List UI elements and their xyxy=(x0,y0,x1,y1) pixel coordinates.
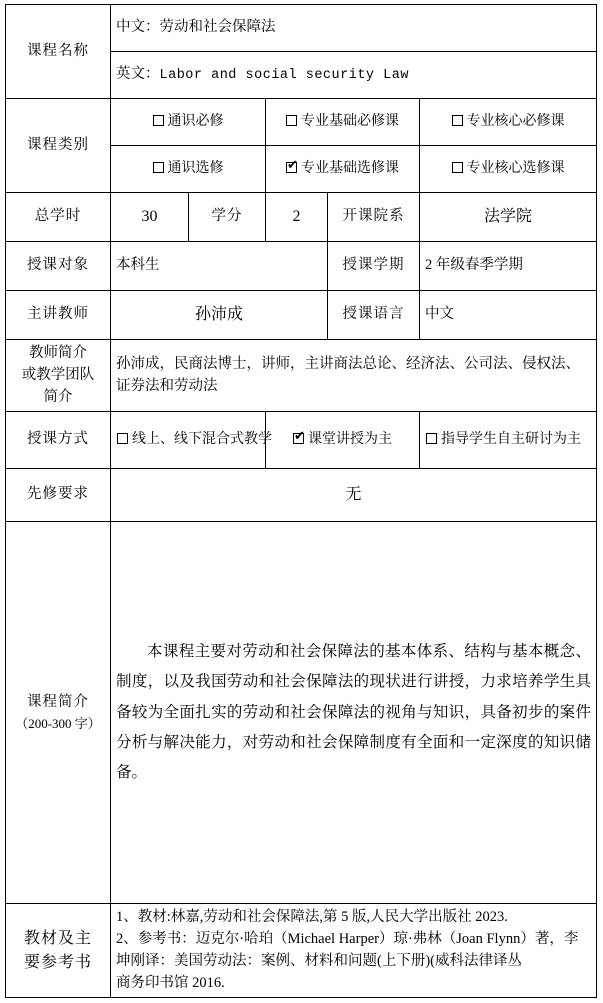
label-course-name: 课程名称 xyxy=(6,5,111,99)
table-row-audience-term xyxy=(6,242,597,291)
option-major-basic-required[interactable] xyxy=(266,99,420,146)
checkbox-lecture-based[interactable] xyxy=(293,433,304,444)
textbook-line-2: 2、参考书：迈克尔·哈珀（Michael Harper）琼·弗林（Joan Flynn）著，李坤刚译：美国劳动法：案例、材料和问题(上下册)(威科法律译丛 xyxy=(116,931,579,969)
label-teacher-bio-line3: 简介 xyxy=(43,388,73,405)
label-department: 开课院系 xyxy=(328,193,420,242)
checkbox-general-required[interactable] xyxy=(153,115,164,126)
table-row-textbooks xyxy=(6,904,597,998)
label-course-intro-sub: （200-300 字） xyxy=(15,715,101,731)
value-teacher-bio: 孙沛成，民商法博士，讲师，主讲商法总论、经济法、公司法、侵权法、证券法和劳动法 xyxy=(111,340,597,412)
course-name-english-value: Labor and social security Law xyxy=(159,67,409,83)
table-row-prerequisite xyxy=(6,469,597,522)
cell-course-name-english xyxy=(111,52,597,99)
option-guided-self-study[interactable] xyxy=(420,412,597,469)
checkbox-guided-self-study[interactable] xyxy=(426,433,437,444)
value-language: 中文 xyxy=(420,291,597,340)
value-audience: 本科生 xyxy=(111,242,328,291)
value-department: 法学院 xyxy=(420,193,597,242)
checkbox-major-basic-required[interactable] xyxy=(286,115,297,126)
option-blended-teaching[interactable] xyxy=(111,412,272,469)
option-label-major-basic-required: 专业基础必修课 xyxy=(301,114,399,130)
label-credits: 学分 xyxy=(189,193,266,242)
value-course-intro: 本课程主要对劳动和社会保障法的基本体系、结构与基本概念、制度，以及我国劳动和社会保障法的现状进行讲授，力求培养学生具备较为全面扎实的劳动和社会保障法的视角与知识，具备初步的案件分析与解决能力，对劳动和社会保障制度有全面和一定深度的知识储备。 xyxy=(116,643,592,782)
cell-course-name-chinese xyxy=(111,5,597,52)
course-name-english-prefix: 英文： xyxy=(116,65,160,82)
option-label-general-elective: 通识选修 xyxy=(167,161,224,177)
label-teacher: 主讲教师 xyxy=(6,291,111,340)
label-textbooks xyxy=(6,904,111,998)
option-general-required[interactable] xyxy=(111,99,266,146)
label-language: 授课语言 xyxy=(328,291,420,340)
textbook-line-3: 商务印书馆 2016. xyxy=(116,974,225,991)
option-label-general-required: 通识必修 xyxy=(167,114,224,130)
checkbox-major-core-required[interactable] xyxy=(452,115,463,126)
table-row-course-category-1 xyxy=(6,99,597,146)
option-general-elective[interactable] xyxy=(111,146,266,193)
option-label-guided-self-study: 指导学生自主研讨为主 xyxy=(441,432,581,448)
checkbox-general-elective[interactable] xyxy=(153,162,164,173)
option-lecture-based[interactable] xyxy=(266,412,420,469)
label-prerequisite: 先修要求 xyxy=(6,469,111,522)
label-teacher-bio-line1: 教师简介 xyxy=(29,345,87,361)
option-label-major-basic-elective: 专业基础选修课 xyxy=(301,161,399,177)
option-label-lecture-based: 课堂讲授为主 xyxy=(308,432,392,448)
option-major-basic-elective[interactable] xyxy=(266,146,420,193)
option-label-major-core-required: 专业核心必修课 xyxy=(466,114,565,130)
label-textbooks-line2: 要参考书 xyxy=(23,953,92,971)
option-label-major-core-elective: 专业核心选修课 xyxy=(466,161,565,177)
option-label-blended-teaching: 线上、线下混合式教学 xyxy=(132,432,272,448)
checkbox-major-basic-elective[interactable] xyxy=(286,162,297,173)
course-info-table xyxy=(5,4,597,998)
textbook-line-1: 1、教材:林嘉,劳动和社会保障法,第 5 版,人民大学出版社 2023. xyxy=(116,909,508,926)
value-credits: 2 xyxy=(266,193,328,242)
table-row-course-name xyxy=(6,5,597,52)
table-row-teacher-language xyxy=(6,291,597,340)
label-teacher-bio-line2: 或教学团队 xyxy=(21,366,95,383)
course-name-chinese-prefix: 中文： xyxy=(116,19,160,36)
checkbox-major-core-elective[interactable] xyxy=(452,162,463,173)
label-textbooks-line1: 教材及主 xyxy=(23,929,92,947)
label-teaching-method: 授课方式 xyxy=(6,412,111,469)
table-row-course-intro xyxy=(6,522,597,904)
value-teacher: 孙沛成 xyxy=(111,291,328,340)
label-course-category: 课程类别 xyxy=(6,99,111,193)
label-course-intro-main: 课程简介 xyxy=(27,694,89,711)
label-course-intro xyxy=(6,522,111,904)
checkbox-blended-teaching[interactable] xyxy=(117,433,128,444)
option-major-core-elective[interactable] xyxy=(420,146,597,193)
table-row-teaching-method xyxy=(6,412,597,469)
value-textbooks xyxy=(111,904,597,998)
label-total-hours: 总学时 xyxy=(6,193,111,242)
value-course-intro-cell xyxy=(111,522,597,904)
value-prerequisite: 无 xyxy=(111,469,597,522)
label-term: 授课学期 xyxy=(328,242,420,291)
value-term: 2 年级春季学期 xyxy=(420,242,597,291)
course-name-chinese-value: 劳动和社会保障法 xyxy=(159,19,276,36)
value-total-hours: 30 xyxy=(111,193,189,242)
table-row-hours-credits xyxy=(6,193,597,242)
option-major-core-required[interactable] xyxy=(420,99,597,146)
label-audience: 授课对象 xyxy=(6,242,111,291)
table-row-teacher-bio xyxy=(6,340,597,412)
label-teacher-bio xyxy=(6,340,111,412)
